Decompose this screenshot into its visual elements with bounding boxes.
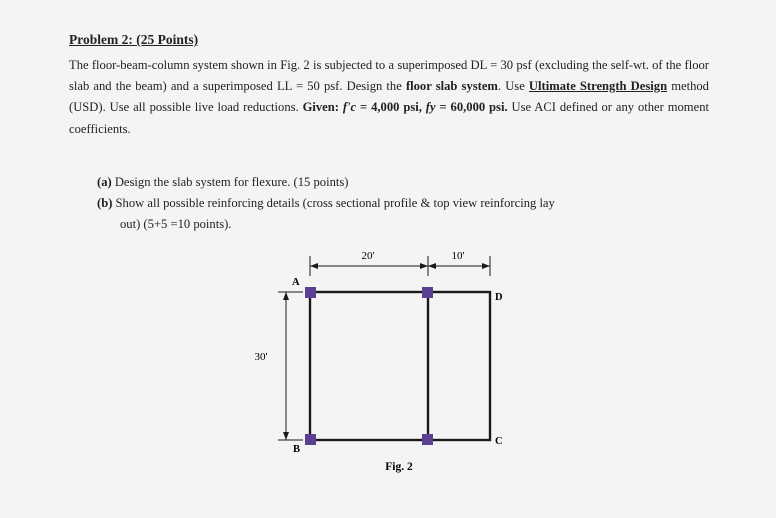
beam-frame <box>310 292 490 440</box>
intro-text-3: method (USD). Use all possible live load reductions. <box>69 79 709 115</box>
column-b <box>305 434 316 445</box>
column-a <box>305 287 316 298</box>
dim-10ft-label: 10' <box>451 250 465 262</box>
part-a-text: Design the slab system for flexure. (15 points) <box>111 175 349 189</box>
given-label: Given: <box>302 100 343 115</box>
arrow-icon <box>283 432 289 440</box>
part-b-label: (b) <box>97 196 113 210</box>
label-d: D <box>495 292 503 303</box>
slab-outline <box>310 292 490 440</box>
arrow-icon <box>420 263 428 269</box>
columns <box>305 287 433 445</box>
fy-symbol: fy <box>425 100 436 115</box>
part-a-label: (a) <box>97 175 112 189</box>
figure-caption: Fig. 2 <box>385 461 413 473</box>
floor-slab-system-text: floor slab system <box>405 79 498 94</box>
part-b-continued: out) (5+5 =10 points). <box>120 217 232 231</box>
fy-value: = 60,000 psi. <box>435 100 508 115</box>
intro-text-1: The floor-beam-column system shown in Fig. 2 is subjected to a superimposed DL = 30 psf (excluding the self-wt. of the floor slab and the beam) and a superimposed LL = 50 psf. Design the <box>69 58 709 94</box>
part-b-text: Show all possible reinforcing details (cross sectional profile & top view reinforcing lay <box>112 196 555 210</box>
arrow-icon <box>283 292 289 300</box>
arrow-icon <box>482 263 490 269</box>
dim-30ft-label: 30' <box>254 351 268 363</box>
intro-text-4: Use ACI defined or any other moment coefficients. <box>69 100 709 136</box>
problem-title: Problem 2: (25 Points) <box>69 32 199 47</box>
usd-method-text: Ultimate Strength Design <box>528 79 668 94</box>
label-a: A <box>292 277 300 288</box>
column-bottom-mid <box>422 434 433 445</box>
intro-text-2: . Use <box>497 79 529 94</box>
label-b: B <box>293 444 301 455</box>
fc-symbol: f'c <box>342 100 357 115</box>
arrow-icon <box>310 263 318 269</box>
dim-20ft-label: 20' <box>361 250 375 262</box>
label-c: C <box>495 436 503 447</box>
column-top-mid <box>422 287 433 298</box>
arrow-icon <box>428 263 436 269</box>
left-dimension <box>278 292 303 440</box>
fc-value: = 4,000 psi, <box>356 100 426 115</box>
